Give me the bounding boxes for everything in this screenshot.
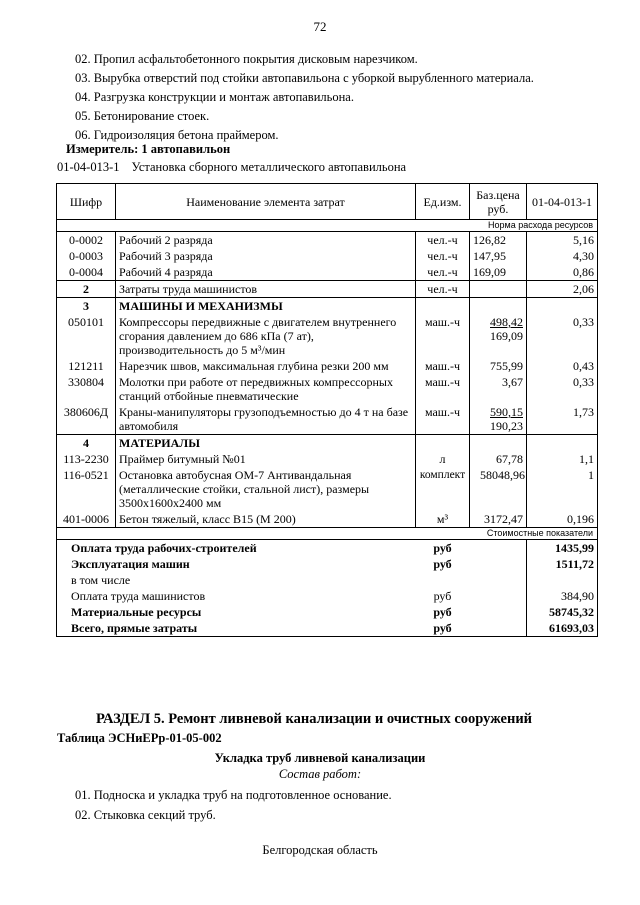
row-price: 3172,47 [470, 511, 527, 528]
total-row [57, 540, 598, 557]
row-code: 0-0004 [57, 264, 116, 281]
table-header-row [57, 184, 598, 220]
total-unit: руб [433, 541, 452, 555]
row-unit: маш.-ч [416, 374, 470, 404]
cost-caption: Стоимостные показатели [57, 528, 598, 540]
row-price-machinist: 190,23 [490, 419, 523, 433]
row-value: 2,06 [527, 281, 598, 298]
section-code: 3 [57, 298, 116, 315]
page-number: 72 [313, 19, 327, 34]
total-label: Оплата труда рабочих-строителей [57, 540, 416, 557]
table-row [57, 264, 598, 281]
row-price: 755,99 [470, 358, 527, 374]
row-unit: маш.-ч [416, 404, 470, 435]
row-name: Бетон тяжелый, класс В15 (М 200) [116, 511, 416, 528]
row-price: 147,95 [470, 248, 527, 264]
table-title: Таблица ЭСНиЕРр-01-05-002 [57, 731, 222, 745]
section-code: 4 [57, 435, 116, 452]
row-price: 590,15 [490, 405, 523, 419]
total-row [57, 604, 598, 620]
section-title: МАТЕРИАЛЫ [116, 435, 416, 452]
total-label: в том числе [57, 572, 416, 588]
row-code: 0-0002 [57, 232, 116, 249]
measure-unit: Измеритель: 1 автопавильон [66, 142, 231, 156]
work-composition-list-2 [75, 785, 392, 825]
section-heading: РАЗДЕЛ 5. Ремонт ливневой канализации и очистных сооружений [96, 711, 533, 727]
row-price: 3,67 [470, 374, 527, 404]
row-value: 0,43 [527, 358, 598, 374]
table-row [57, 281, 598, 298]
total-row [57, 572, 598, 588]
row-name: Рабочий 2 разряда [116, 232, 416, 249]
total-value: 58745,32 [527, 604, 598, 620]
header-norm: 01-04-013-1 [527, 184, 598, 220]
row-unit: маш.-ч [416, 358, 470, 374]
row-code: 330804 [57, 374, 116, 404]
header-name: Наименование элемента затрат [116, 184, 416, 220]
row-price: 67,78 [470, 451, 527, 467]
table-row [57, 232, 598, 249]
work-item: 02. Стыковка секций труб. [75, 808, 216, 822]
row-unit: чел.-ч [416, 232, 470, 249]
table-row [57, 451, 598, 467]
row-unit: комплект [416, 467, 470, 511]
section-row-machines [57, 298, 598, 315]
total-unit: руб [433, 557, 452, 571]
page-footer: Белгородская область [262, 843, 378, 857]
work-item: 05. Бетонирование стоек. [75, 109, 210, 123]
row-unit: чел.-ч [416, 248, 470, 264]
work-item: 01. Подноска и укладка труб на подготовленное основание. [75, 788, 392, 802]
works-label: Состав работ: [278, 767, 362, 781]
row-unit: чел.-ч [416, 281, 470, 298]
total-label: Всего, прямые затраты [57, 620, 416, 637]
header-code: Шифр [57, 184, 116, 220]
row-code: 401-0006 [57, 511, 116, 528]
header-price: Баз.цена руб. [470, 184, 527, 220]
table-row [57, 511, 598, 528]
total-value: 1511,72 [527, 556, 598, 572]
row-code: 116-0521 [57, 467, 116, 511]
row-unit: чел.-ч [416, 264, 470, 281]
table-row [57, 358, 598, 374]
total-value: 1435,99 [527, 540, 598, 557]
row-name: Праймер битумный №01 [116, 451, 416, 467]
row-value: 0,86 [527, 264, 598, 281]
norm-code-line [57, 160, 406, 175]
row-name: Рабочий 4 разряда [116, 264, 416, 281]
row-value: 0,33 [527, 374, 598, 404]
row-price-machinist: 169,09 [490, 329, 523, 343]
row-price: 169,09 [470, 264, 527, 281]
total-row [57, 620, 598, 637]
row-value: 1 [527, 467, 598, 511]
table-subtitle: Укладка труб ливневой канализации [214, 751, 426, 765]
row-price: 126,82 [470, 232, 527, 249]
total-value [527, 572, 598, 588]
total-row [57, 588, 598, 604]
total-label: Эксплуатация машин [57, 556, 416, 572]
row-code: 113-2230 [57, 451, 116, 467]
row-name: Рабочий 3 разряда [116, 248, 416, 264]
norm-caption: Норма расхода ресурсов [57, 220, 598, 232]
total-unit: руб [433, 589, 452, 603]
section-row-materials [57, 435, 598, 452]
table-row [57, 467, 598, 511]
header-unit: Ед.изм. [416, 184, 470, 220]
table-row [57, 314, 598, 358]
total-unit: руб [433, 605, 452, 619]
total-label: Материальные ресурсы [57, 604, 416, 620]
row-name: Остановка автобусная ОМ-7 Антивандальная (металлические стойки, стальной лист), размеры 3500х1600х2400 мм [116, 467, 416, 511]
norm-code: 01-04-013-1 [57, 160, 120, 174]
row-price: 58048,96 [470, 467, 527, 511]
total-label: Оплата труда машинистов [57, 588, 416, 604]
row-value: 1,73 [527, 404, 598, 435]
row-code: 2 [57, 281, 116, 298]
total-value: 384,90 [527, 588, 598, 604]
table-row [57, 374, 598, 404]
work-item: 04. Разгрузка конструкции и монтаж автопавильона. [75, 90, 354, 104]
row-name: Краны-манипуляторы грузоподъемностью до 4 т на базе автомобиля [116, 404, 416, 435]
row-name: Затраты труда машинистов [116, 281, 416, 298]
table-row [57, 404, 598, 435]
row-value: 1,1 [527, 451, 598, 467]
row-unit: м³ [416, 511, 470, 528]
row-value: 5,16 [527, 232, 598, 249]
row-value: 4,30 [527, 248, 598, 264]
total-unit [416, 572, 470, 588]
row-price: 498,42 [490, 315, 523, 329]
norm-caption-row [57, 220, 598, 232]
work-item: 02. Пропил асфальтобетонного покрытия дисковым нарезчиком. [75, 52, 418, 66]
work-composition-list [75, 50, 534, 145]
table-row [57, 248, 598, 264]
row-name: Нарезчик швов, максимальная глубина резки 200 мм [116, 358, 416, 374]
row-value: 0,33 [527, 314, 598, 358]
cost-caption-row [57, 528, 598, 540]
norm-name: Установка сборного металлического автопавильона [131, 160, 407, 174]
row-code: 050101 [57, 314, 116, 358]
work-item: 03. Вырубка отверстий под стойки автопавильона с уборкой вырубленного материала. [75, 71, 534, 85]
row-value: 0,196 [527, 511, 598, 528]
row-code: 380606Д [57, 404, 116, 435]
row-name: Молотки при работе от передвижных компрессорных станций отбойные пневматические [116, 374, 416, 404]
row-code: 121211 [57, 358, 116, 374]
work-item: 06. Гидроизоляция бетона праймером. [75, 128, 279, 142]
section-title: МАШИНЫ И МЕХАНИЗМЫ [116, 298, 416, 315]
row-unit: л [416, 451, 470, 467]
resource-table [56, 183, 598, 637]
total-row [57, 556, 598, 572]
row-unit: маш.-ч [416, 314, 470, 358]
row-price [470, 281, 527, 298]
total-unit: руб [416, 620, 470, 637]
total-value: 61693,03 [527, 620, 598, 637]
row-name: Компрессоры передвижные с двигателем внутреннего сгорания давлением до 686 кПа (7 ат), производительность до 5 м³/мин [116, 314, 416, 358]
row-code: 0-0003 [57, 248, 116, 264]
